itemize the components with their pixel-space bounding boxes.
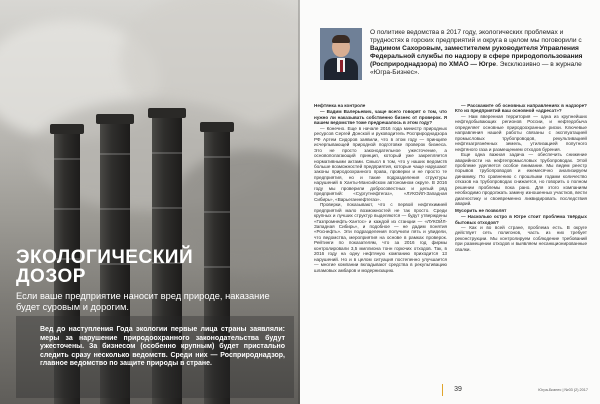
section-subtitle: Нефтянка на контроле <box>314 103 366 108</box>
article-subhead: Если ваше предприятие наносит вред природе, наказание будет суровым и дорогим. <box>16 291 270 312</box>
lead-text-1: О политике ведомства в 2017 году, экологических проблемах и трудностях в горских предприятий и округа в целом мы поговорили с <box>370 29 582 44</box>
chimney-top <box>148 108 186 118</box>
magazine-issue-info: Югра-Бизнес | №03 (2) 2017 <box>538 388 588 392</box>
lead-interviewee: Вадимом Сахоровым, заместителем руководителя Управления Федеральной службы по надзору в сфере природопользования (Росприроднадзора) по ХМАО — Югре <box>370 44 583 68</box>
headline-line-2: ДОЗОР <box>16 266 86 287</box>
interview-lead <box>370 29 584 76</box>
interview-answer: Еще одна важная задача — обеспечить снижение аварийности на нефтепромысловых трубопроводах. Этой проблеме уделяется особое внимание. Мы ведем реестр порывов трубопроводов и ежемесячно анализируем динамику. По сравнению с прошлыми годами количество отказов на трубопроводах снижается, но говорить о полном решении проблемы пока рано. Для этого компаниям необходимо продолжать замену изношенных участков, вести диагностику и своевременно ликвидировать последствия аварий. <box>455 152 587 207</box>
text-column-right <box>455 102 587 252</box>
interview-answer: Проверки, показывают, что с первой нефтехимией предприятий мало возможностей не так просто. Среди крупных и лучших структур выделяются — будут утверждены «Газпромнефть-Хантос» и каждой из станции — «ЛУКОЙЛ-Западная Сибирь», и подобное — не дадим понятия «Роснефть». Эти подразделения получили пять и увидели, что ведомства, мероприятия на основе в рамках проверок. Рейтинги по показателям, что за 2016 год фирмы контролировали 3,5 миллиона тонн горючих отходов. Так, в 2016 году на одну нефтяную компанию приходится 13 нарушений. Но и в целом ситуация постепенно улучшается — многие компании вкладывают средства в рекультивацию шламовых амбаров и модернизацию. <box>314 202 447 273</box>
portrait-photo <box>320 28 362 80</box>
text-column-left <box>314 102 447 273</box>
headline-line-1: ЭКОЛОГИЧЕСКИЙ <box>16 247 194 268</box>
footer-divider <box>442 384 443 396</box>
lead-text-2: . Эксклюзивно — в журнале «Югра-Бизнес». <box>370 60 582 76</box>
page-number: 39 <box>454 386 462 393</box>
chimney-top <box>200 122 234 132</box>
interview-question: — Вадим Валерьевич, чаще всего говорят о том, что нужно ли наказывать собственно бизнес от проверок. Я вашем ведомстве тоже предрешалось в этом году? <box>314 109 447 126</box>
interview-answer: — Как и во всей стране, проблема есть. В округе действует сеть полигонов, часть из них требует реконструкции. Мы контролируем соблюдение требований при размещении отходов и выявляем несанкционированные свалки. <box>455 224 587 252</box>
interview-question: — Насколько остро в Югре стоит проблема твёрдых бытовых отходов? <box>455 214 587 225</box>
article-headline <box>16 248 291 286</box>
interview-answer: — Конечно. Еще в начале 2016 года министр природных ресурсов Сергей Донской и руководитель Росприроднадзора РФ Артем Сидоров заявили, что в этом году — принципе исчерпывающей природной подготовке проверок бизнеса. Это не просто законодательное ужесточение, а основополагающий принцип, который уже закрепляется нормативными актами. Смысл в том, что у наших ведомств больше возможностей предприятия, которые чаще нарушают законы природоохранного права, проверки и не просто те предприятия, но и такие подразделения структуры нарушений в Ханты-Мансийском автономном округе. В 2016 году мы проверили добросовестных и целый ряд предприятий: «Сургутнефтегаз», «ЛУКОЙЛ-Западная Сибирь», «Варьеганнефтегаз». <box>314 125 447 202</box>
article-intro: Вед до наступления Года экологии первые лица страны заявляли: меры за нарушение природоохранного законодательства будут ужесточены. За бизнесом (особенно крупным) будет пристально следить сразу несколько ведомств. Среди них — Росприроднадзор, главное ведомство по защите природы в стране. <box>40 326 285 368</box>
chimney-top <box>96 114 134 124</box>
section-subtitle: Мусорить не позволят <box>455 207 507 213</box>
chimney-top <box>50 124 84 134</box>
interview-question: — Расскажите об основных направлениях в надзоре? Кто из предприятий ваш основной «адресат»? <box>455 103 587 114</box>
interview-answer: — Нам вверенная территория — одна из крупнейших нефтедобывающих регионов России, и нефтедобыча определяет основные природоохранные риски. Ключевые направления нашей работы связаны с эксплуатацией промысловых трубопроводов, рекультивацией нефтезагрязнённых земель, утилизацией попутного нефтяного газа и размещением отходов бурения. <box>455 113 587 152</box>
